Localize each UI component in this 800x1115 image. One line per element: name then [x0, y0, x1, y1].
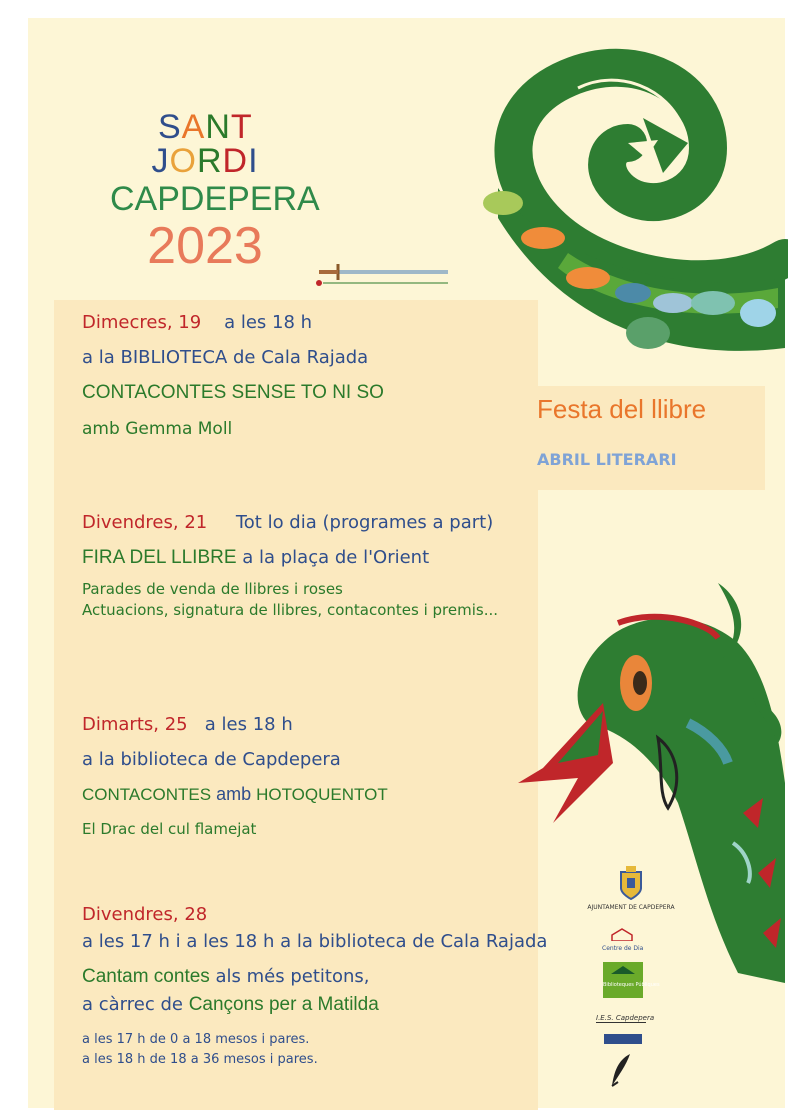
event-dimarts-25	[82, 714, 542, 840]
title-sant-jordi	[110, 110, 300, 178]
title-year: 2023	[147, 217, 263, 275]
title-letter: T	[230, 108, 253, 146]
event-time: Tot lo dia	[235, 512, 317, 533]
institution-logo	[604, 1034, 642, 1044]
activity-name: CONTACONTES	[82, 785, 212, 804]
event-detail-2: Actuacions, signatura de llibres, contacontes i premis...	[82, 601, 499, 619]
poster-title	[110, 108, 320, 275]
festa-box	[533, 386, 765, 490]
event-place	[82, 347, 542, 368]
event-note-1: a les 17 h de 0 a 18 mesos i pares.	[82, 1032, 310, 1047]
ies-caption: I.E.S. Capdepera	[596, 1014, 655, 1022]
ajuntament-logo	[586, 866, 676, 911]
event-date: Divendres, 21	[82, 512, 208, 533]
event-performer	[82, 418, 542, 442]
ajuntament-caption: AJUNTAMENT DE CAPDEPERA	[587, 904, 675, 911]
house-icon	[610, 927, 634, 941]
quill-icon	[608, 1052, 634, 1088]
activity-place: a la plaça de l'Orient	[236, 547, 430, 568]
dragon-head-illustration	[508, 583, 785, 983]
event-dimecres-19	[82, 312, 542, 442]
centre-de-dia-logo	[602, 926, 642, 952]
biblioteques-caption: Biblioteques Públiques	[603, 982, 660, 988]
event-activity	[82, 966, 542, 988]
sword-icon	[313, 258, 453, 288]
title-letter: D	[222, 142, 249, 180]
place-name: BIBLIOTECA	[120, 347, 228, 368]
poster	[28, 18, 785, 1108]
activity-name: FIRA DEL LLIBRE	[82, 547, 237, 568]
title-letter: S	[157, 108, 182, 146]
performer-name: Gemma Moll	[125, 419, 233, 439]
event-detail-1: Parades de venda de llibres i roses	[82, 580, 343, 598]
event-time-note: (programes a part)	[322, 512, 494, 533]
place-prefix: a la	[82, 347, 121, 368]
performer-prefix: a càrrec de	[82, 994, 189, 1015]
activity-name: Cantam contes	[82, 966, 210, 987]
place-suffix: de Cala Rajada	[227, 347, 369, 368]
event-activity	[82, 547, 542, 569]
biblioteques-logo	[603, 962, 660, 998]
title-letter: O	[169, 142, 197, 180]
event-activity: CONTACONTES SENSE TO NI SO	[82, 382, 384, 403]
title-letter: N	[205, 108, 231, 146]
ies-logo	[596, 1014, 656, 1023]
with-prefix: amb	[82, 419, 126, 439]
activity-audience: als més petitons,	[209, 966, 370, 987]
event-date: Dimarts, 25	[82, 714, 188, 735]
event-date: Dimecres, 19	[82, 312, 202, 333]
title-letter: A	[181, 108, 206, 146]
event-divendres-28	[82, 904, 548, 1069]
event-time: a les 18 h	[204, 714, 293, 735]
centre-caption: Centre de Dia	[602, 945, 644, 952]
event-note-2: a les 18 h de 18 a 36 mesos i pares.	[82, 1051, 318, 1067]
event-place: a la biblioteca de Capdepera	[82, 749, 341, 770]
title-letter: R	[196, 142, 223, 180]
performer-name: Cançons per a Matilda	[188, 994, 379, 1015]
event-time-place: a les 17 h i a les 18 h a la biblioteca de Cala Rajada	[82, 931, 548, 952]
coat-of-arms-icon	[618, 866, 644, 900]
ies-underline	[596, 1022, 646, 1023]
title-capdepera: CAPDEPERA	[110, 180, 320, 218]
event-divendres-21	[82, 512, 542, 621]
title-letter: I	[248, 142, 259, 180]
book-icon	[603, 962, 643, 978]
event-activity	[82, 784, 542, 805]
events-panel	[54, 300, 548, 1110]
event-date: Divendres, 28	[82, 904, 208, 925]
event-subtitle: El Drac del cul flamejat	[82, 820, 257, 838]
performer-name: HOTOQUENTOT	[256, 785, 388, 804]
activity-with: amb	[211, 784, 257, 804]
event-time: a les 18 h	[224, 312, 313, 333]
title-letter: J	[151, 142, 170, 180]
festa-subtitle: ABRIL LITERARI	[537, 450, 677, 469]
event-performer	[82, 994, 542, 1016]
festa-title: Festa del llibre	[537, 394, 707, 424]
